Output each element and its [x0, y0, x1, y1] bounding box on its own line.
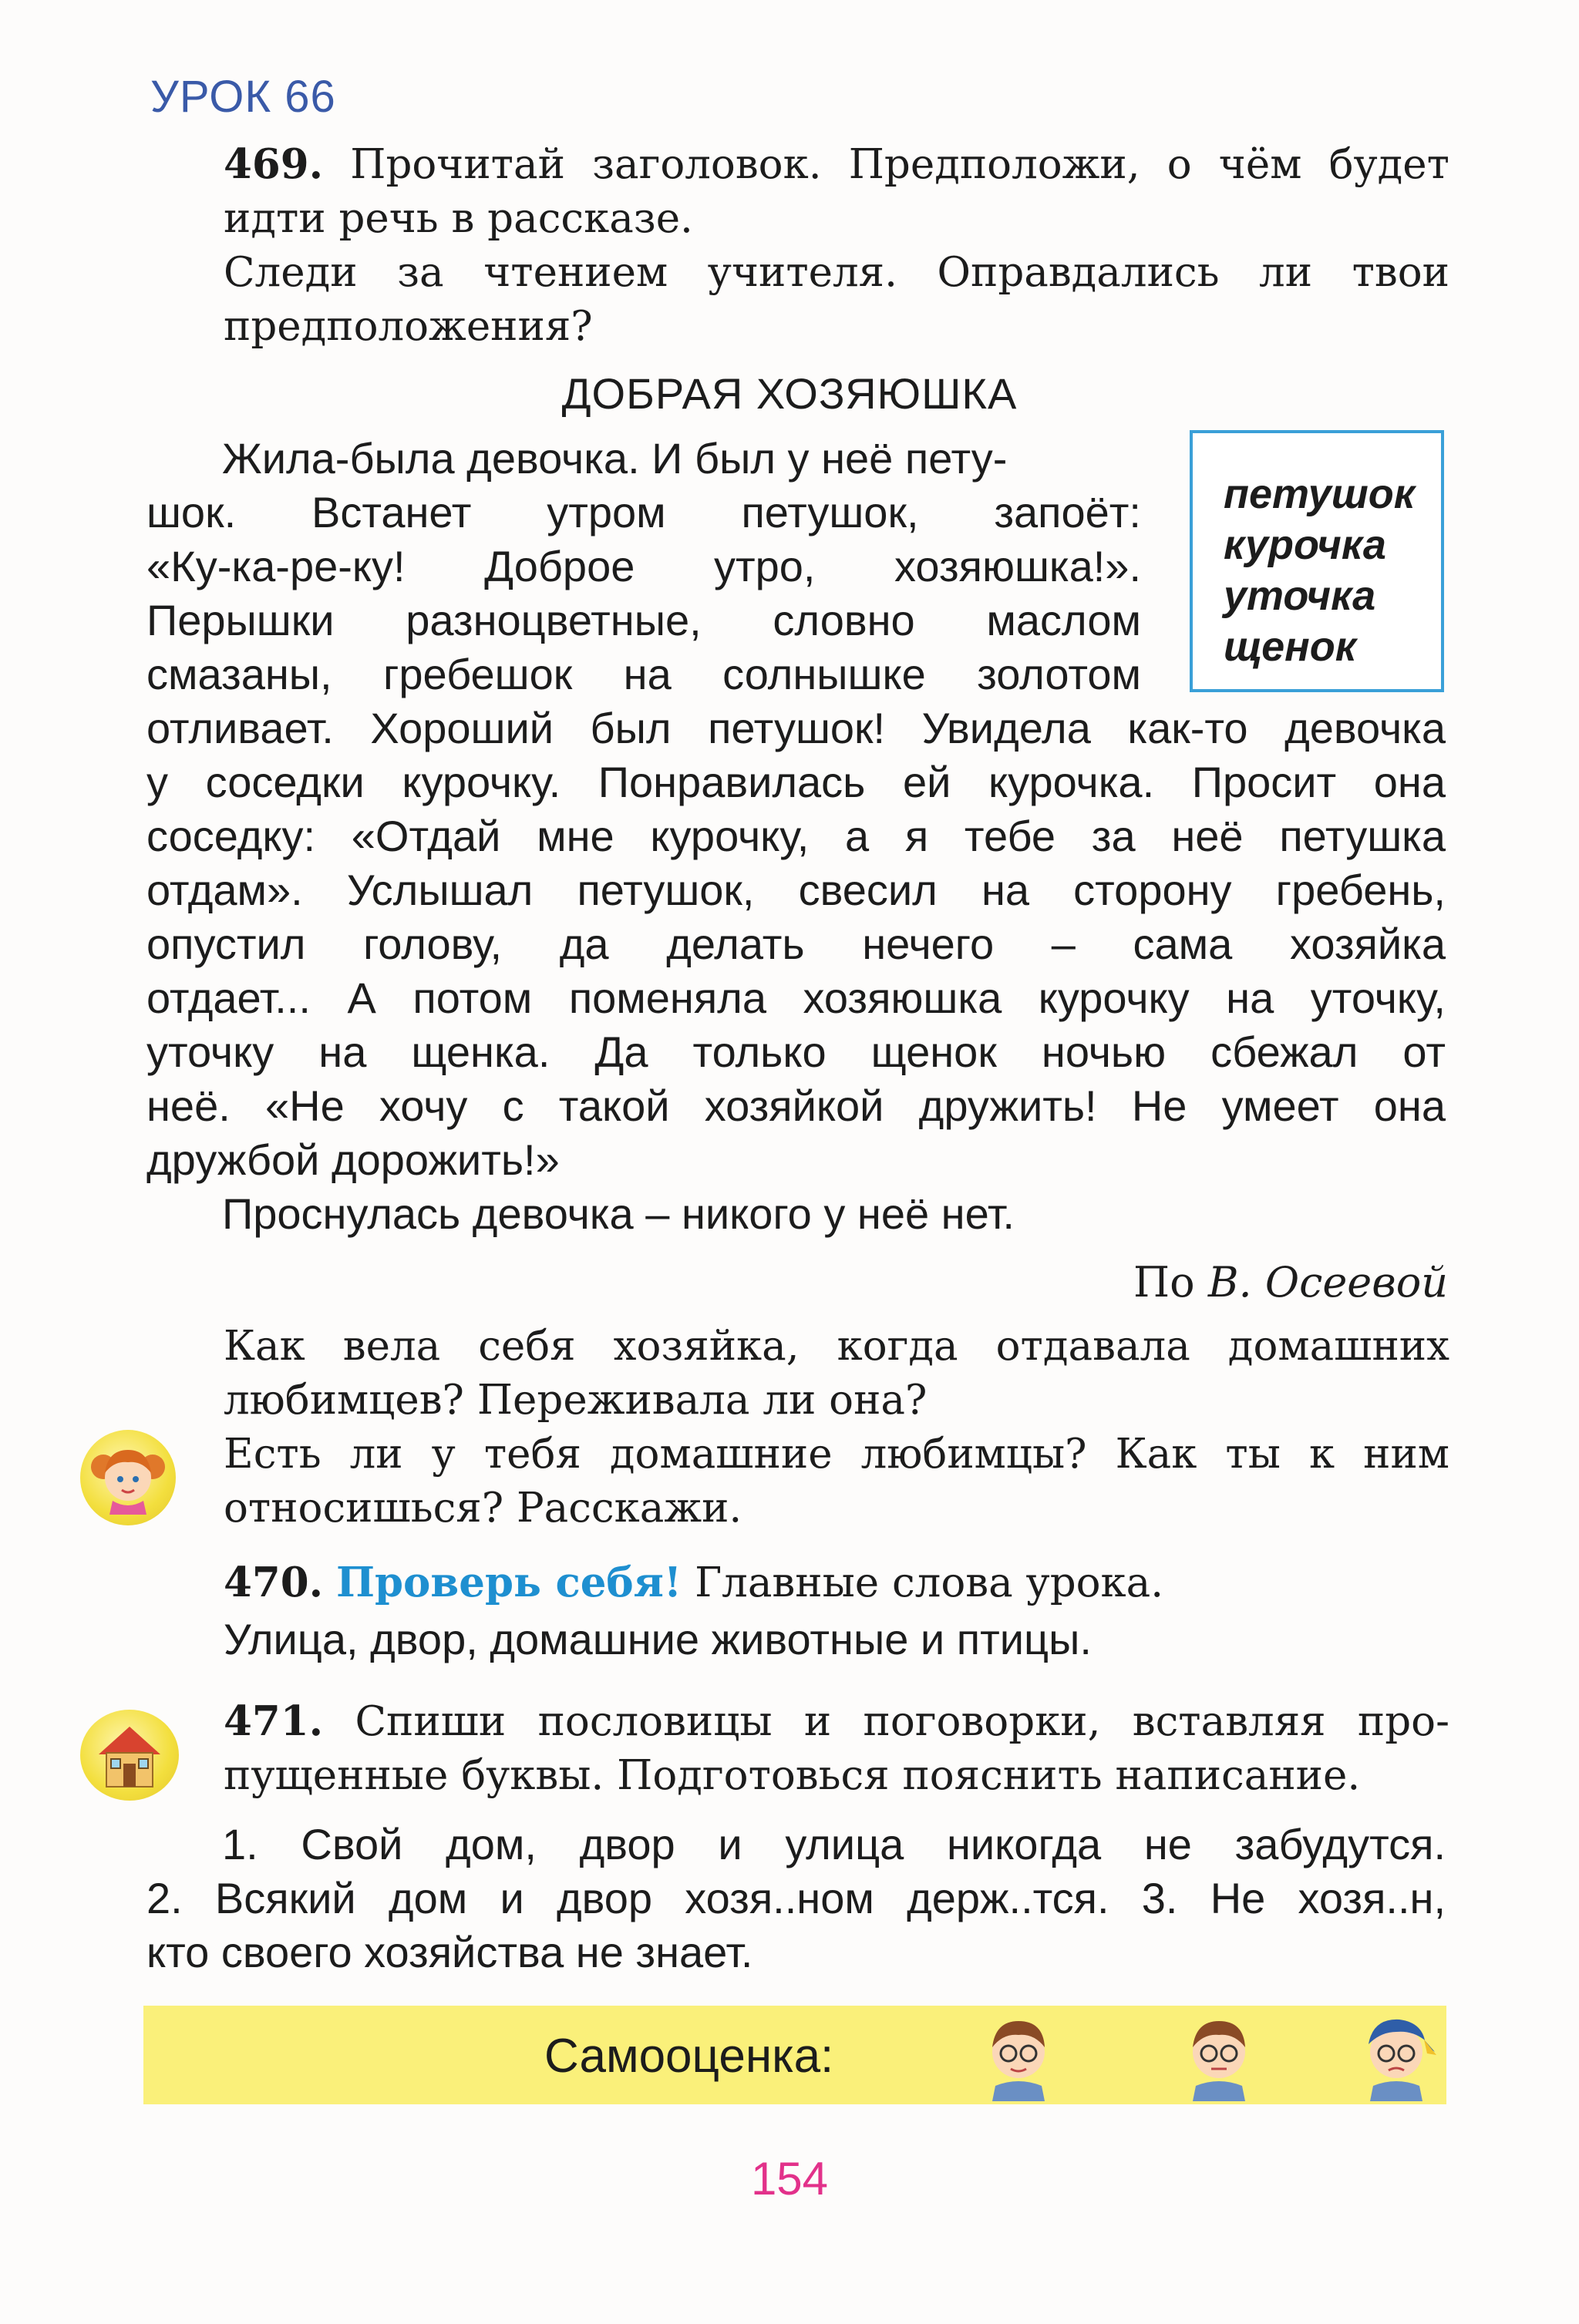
key-words-line: Улица, двор, домашние животные и птицы. — [224, 1615, 1092, 1663]
story-text-top — [146, 432, 1141, 701]
story-line: неё. «Не хочу с такой хозяйкой дружить! Не умеет она — [146, 1081, 1446, 1130]
story-line: соседку: «Отдай мне курочку, а я тебе за неё петушка — [146, 812, 1446, 860]
lesson-label: УРОК 66 — [150, 72, 336, 122]
question-line: любимцев? Переживала ли она? — [224, 1377, 928, 1424]
task-text-line: пущенные буквы. Подготовься пояснить написание. — [224, 1752, 1361, 1799]
story-line: «Ку-ка-ре-ку! Доброе утро, хозяюшка!». — [146, 542, 1141, 590]
story-line: отдам». Услышал петушок, свесил на сторону гребень, — [146, 866, 1446, 914]
story-text-bottom — [146, 701, 1446, 1241]
proverb-line: 2. Всякий дом и двор хозя..ном держ..тся. 3. Не хозя..н, — [146, 1874, 1446, 1922]
page-number: 154 — [750, 2153, 829, 2205]
story-line: отдает... А потом поменяла хозяюшка курочку на уточку, — [146, 974, 1446, 1022]
proverbs — [146, 1818, 1446, 1979]
story-line: дружбой дорожить!» — [146, 1135, 560, 1184]
house-icon — [80, 1710, 179, 1801]
story-line: Перышки разноцветные, словно маслом — [146, 596, 1141, 644]
story-line: Проснулась девочка – никого у неё нет. — [222, 1189, 1015, 1238]
task-text-line: Прочитай заголовок. Предположи, о чём будет — [350, 141, 1449, 188]
author-attribution — [1133, 1258, 1448, 1307]
girl-avatar-icon — [80, 1430, 176, 1525]
task-471 — [224, 1694, 1449, 1803]
story-line: Жила-была девочка. И был у неё пету- — [222, 434, 1008, 483]
story-title: ДОБРАЯ ХОЗЯЮШКА — [561, 369, 1018, 418]
story-line: уточку на щенка. Да только щенок ночью сбежал от — [146, 1027, 1446, 1076]
task-number: 471. — [224, 1697, 324, 1745]
task-text: Главные слова урока. — [695, 1559, 1164, 1606]
vocabulary-word: щенок — [1224, 624, 1357, 670]
vocabulary-word: курочка — [1224, 522, 1386, 568]
self-assessment-band — [143, 2006, 1446, 2104]
task-text-line: Спиши пословицы и поговорки, вставляя про- — [355, 1698, 1449, 1745]
story-line: отливает. Хороший был петушок! Увидела как-то девочка — [146, 704, 1446, 752]
question-line: относишься? Расскажи. — [224, 1485, 742, 1532]
task-text-line: идти речь в рассказе. — [224, 195, 693, 242]
story-line: смазаны, гребешок на солнышке золотом — [146, 650, 1141, 698]
self-assessment-label: Самооценка: — [544, 2030, 834, 2083]
author-name: В. Осеевой — [1207, 1258, 1448, 1307]
task-number: 469. — [224, 140, 324, 188]
check-yourself-label: Проверь себя! — [335, 1559, 682, 1606]
task-text-line: Следи за чтением учителя. Оправдались ли твои — [224, 249, 1449, 296]
task-number: 470. — [224, 1559, 324, 1606]
story-line: у соседки курочку. Понравилась ей курочка. Просит она — [146, 758, 1446, 806]
vocabulary-word: петушок — [1224, 471, 1416, 517]
boy-cap-face-icon[interactable] — [1350, 2009, 1443, 2101]
boy-face-icon[interactable] — [972, 2009, 1065, 2101]
vocabulary-word: уточка — [1224, 573, 1376, 619]
question-line: Как вела себя хозяйка, когда отдавала домашних — [224, 1323, 1449, 1370]
question-line: Есть ли у тебя домашние любимцы? Как ты к ним — [224, 1431, 1449, 1478]
task-470 — [224, 1555, 1449, 1610]
proverb-line: кто своего хозяйства не знает. — [146, 1928, 753, 1976]
task-text-line: предположения? — [224, 303, 593, 350]
author-prefix: По — [1133, 1258, 1195, 1307]
story-line: опустил голову, да делать нечего – сама хозяйка — [146, 920, 1446, 968]
task-469 — [224, 137, 1449, 354]
story-line: шок. Встанет утром петушок, запоёт: — [146, 488, 1141, 536]
vocabulary-box — [1190, 430, 1444, 692]
discussion-questions — [224, 1320, 1449, 1535]
boy-face-icon[interactable] — [1173, 2009, 1265, 2101]
proverb-line: 1. Свой дом, двор и улица никогда не забудутся. — [222, 1820, 1446, 1868]
